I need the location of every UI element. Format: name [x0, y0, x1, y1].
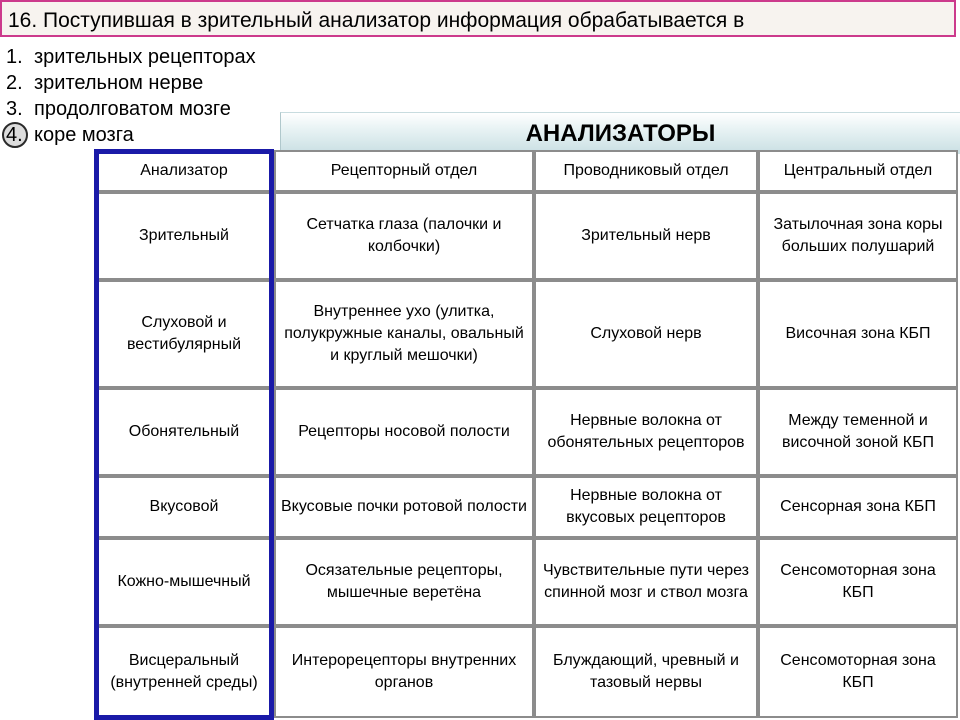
table-row — [94, 192, 958, 280]
cell-conductor: Зрительный нерв — [534, 192, 758, 280]
cell-receptor: Осязательные рецепторы, мышечные веретёна — [274, 538, 534, 626]
cell-central: Височная зона КБП — [758, 280, 958, 388]
table-row — [94, 626, 958, 718]
header-central: Центральный отдел — [758, 150, 958, 192]
cell-receptor: Рецепторы носовой полости — [274, 388, 534, 476]
cell-conductor: Нервные волокна от вкусовых рецепторов — [534, 476, 758, 538]
answer-option-3[interactable] — [6, 96, 256, 122]
table-row — [94, 388, 958, 476]
answer-text: продолговатом мозге — [34, 98, 231, 120]
cell-conductor: Нервные волокна от обонятельных рецепторов — [534, 388, 758, 476]
header-analyzer: Анализатор — [94, 150, 274, 192]
cell-central: Сенсорная зона КБП — [758, 476, 958, 538]
answer-option-1[interactable] — [6, 44, 256, 70]
table-banner-title: АНАЛИЗАТОРЫ — [280, 112, 960, 154]
cell-central: Сенсомоторная зона КБП — [758, 538, 958, 626]
answer-text: зрительном нерве — [34, 72, 204, 94]
table-row — [94, 476, 958, 538]
answer-text: зрительных рецепторах — [34, 46, 256, 68]
cell-analyzer: Вкусовой — [94, 476, 274, 538]
cell-central: Между теменной и височной зоной КБП — [758, 388, 958, 476]
header-conductor: Проводниковый отдел — [534, 150, 758, 192]
cell-central: Сенсомоторная зона КБП — [758, 626, 958, 718]
cell-analyzer: Зрительный — [94, 192, 274, 280]
cell-receptor: Вкусовые почки ротовой полости — [274, 476, 534, 538]
analyzers-table — [94, 150, 958, 718]
cell-central: Затылочная зона коры больших полушарий — [758, 192, 958, 280]
cell-conductor: Чувствительные пути через спинной мозг и ствол мозга — [534, 538, 758, 626]
answer-option-2[interactable] — [6, 70, 256, 96]
answer-text: коре мозга — [34, 124, 134, 146]
answer-number: 2. — [6, 72, 23, 94]
answer-option-4[interactable] — [6, 122, 256, 148]
header-receptor: Рецепторный отдел — [274, 150, 534, 192]
cell-receptor: Интерорецепторы внутренних органов — [274, 626, 534, 718]
cell-analyzer: Обонятельный — [94, 388, 274, 476]
table-row — [94, 280, 958, 388]
question-title: 16. Поступившая в зрительный анализатор информация обрабатывается в — [0, 0, 956, 37]
answer-options — [6, 44, 256, 148]
table-row — [94, 538, 958, 626]
answer-number: 1. — [6, 46, 23, 68]
cell-analyzer: Висцеральный (внутренней среды) — [94, 626, 274, 718]
table-header-row — [94, 150, 958, 192]
cell-analyzer: Кожно-мышечный — [94, 538, 274, 626]
cell-conductor: Слуховой нерв — [534, 280, 758, 388]
answer-number: 4. — [6, 124, 23, 146]
cell-conductor: Блуждающий, чревный и тазовый нервы — [534, 626, 758, 718]
cell-receptor: Сетчатка глаза (палочки и колбочки) — [274, 192, 534, 280]
cell-analyzer: Слуховой и вестибулярный — [94, 280, 274, 388]
answer-number: 3. — [6, 98, 23, 120]
cell-receptor: Внутреннее ухо (улитка, полукружные каналы, овальный и круглый мешочки) — [274, 280, 534, 388]
